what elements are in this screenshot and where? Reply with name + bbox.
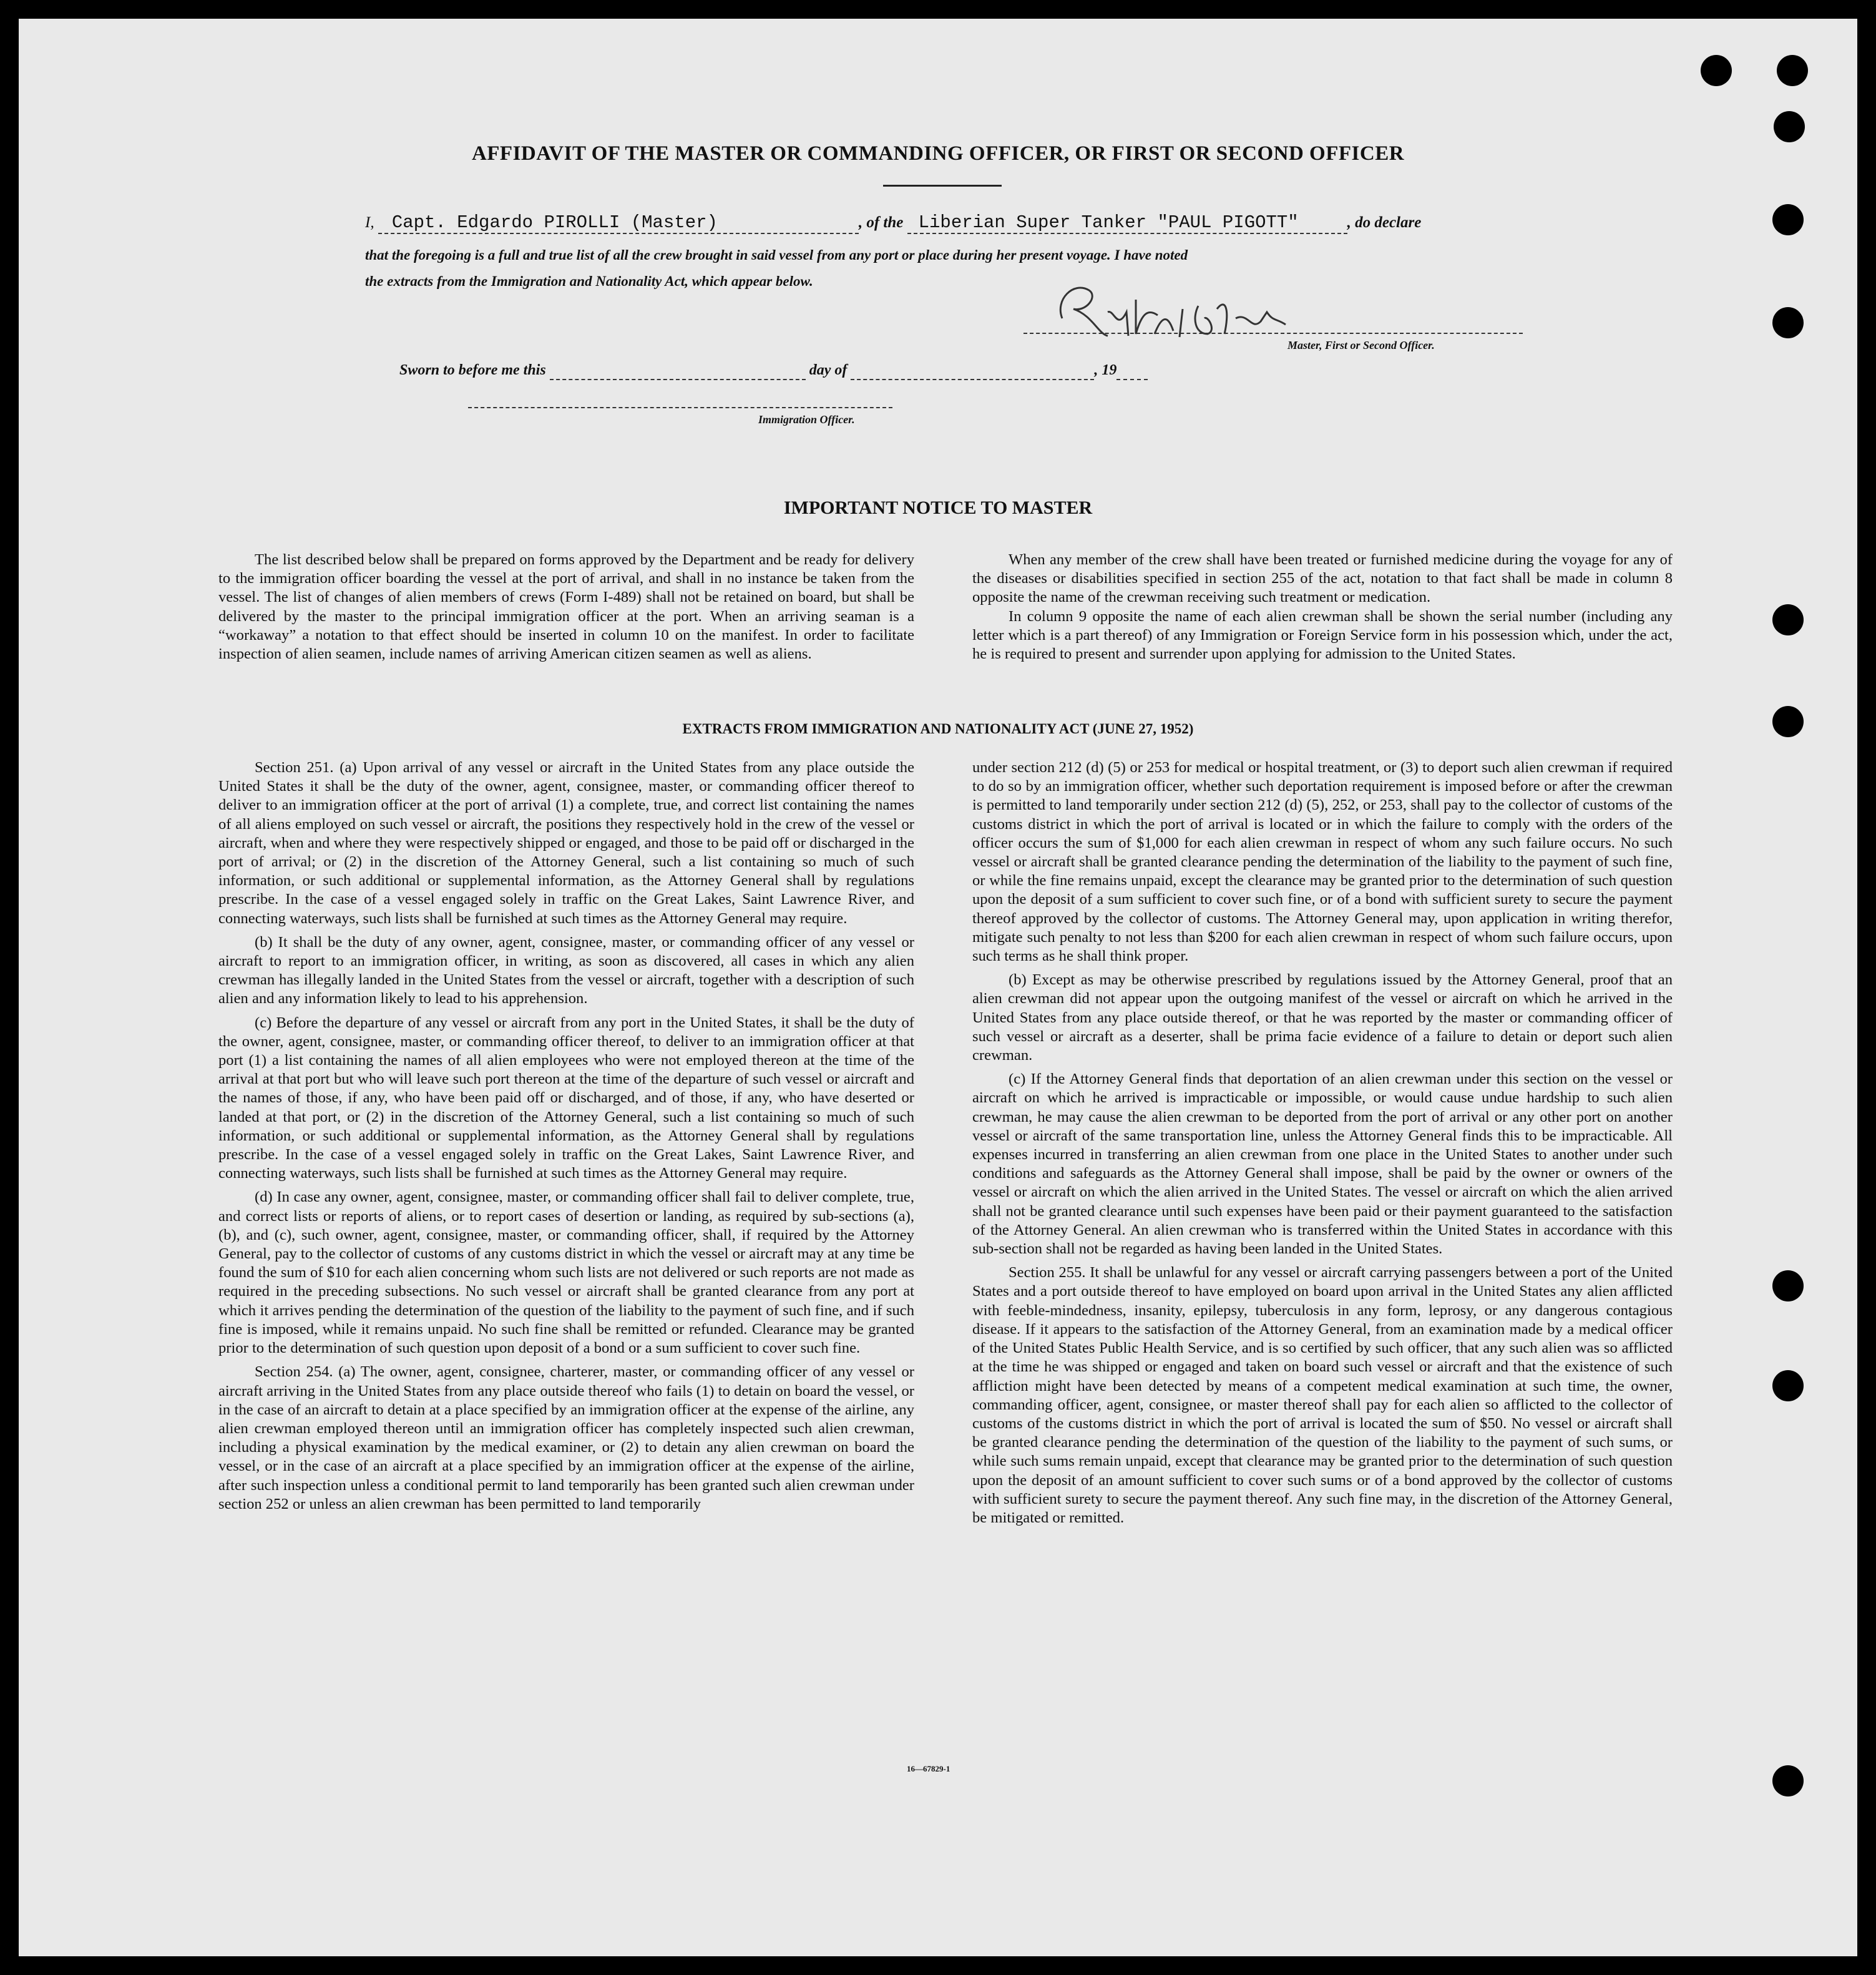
binder-hole xyxy=(1772,1370,1804,1401)
signature-line[interactable] xyxy=(1023,333,1523,334)
binder-hole xyxy=(1701,55,1732,86)
section-paragraph: (d) In case any owner, agent, consignee, master, or commanding officer shall fail to deliver complete, true, and correct lists or reports of aliens, or to report cases of desertion or landing, as required by sub-sections (a), (b), and (c), such owner, agent, consignee, master, or commanding officer, shall, if required by the Attorney General, pay to the collector of customs of any customs district in which the vessel or aircraft may at any time be found the sum of $10 for each alien concerning whom such lists are not delivered or such reports are not made as required in the preceding subsections. No such vessel or aircraft shall be granted clearance from any port at which it arrives pending the determination of the question of the liability to the payment of such fine, and if such fine is imposed, while it remains unpaid. No such fine shall be remitted or refunded. Clearance may be granted prior to the determination of such question upon deposit of a bond or a sum sufficient to cover such fine. xyxy=(218,1188,914,1357)
title-rule xyxy=(883,185,1002,187)
affidavit-title: AFFIDAVIT OF THE MASTER OR COMMANDING OFFICER, OR FIRST OR SECOND OFFICER xyxy=(471,142,1405,165)
do-declare-label: , do declare xyxy=(1347,214,1422,231)
binder-hole xyxy=(1772,1270,1804,1301)
section-paragraph: (b) Except as may be otherwise prescribed by regulations issued by the Attorney General, proof that an alien crewman did not appear upon the outgoing manifest of the vessel or aircraft on which he arrived in the United States from any place outside thereof, or that he was reported by the master or commanding officer of such vessel or aircraft as a deserter, shall be prima facie evidence of a failure to detain or deport such alien crewman. xyxy=(972,971,1673,1064)
extracts-title: EXTRACTS FROM IMMIGRATION AND NATIONALITY ACT (JUNE 27, 1952) xyxy=(682,721,1194,737)
section-paragraph: Section 251. (a) Upon arrival of any vessel or aircraft in the United States from any place outside the United States it shall be the duty of the owner, agent, consignee, master, or commanding officer thereof to deliver to an immigration officer at the port of arrival (1) a complete, true, and correct list containing the names of all aliens employed on such vessel or aircraft, the positions they respectively hold in the crew of the vessel or aircraft, when and where they were respectively shipped or engaged, and those to be paid off or discharged in the port of arrival; or (2) in the discretion of the Attorney General, such a list containing so much of such information, or such additional or supplemental information, as the Attorney General shall by regulations prescribe. In the case of a vessel engaged solely in traffic on the Great Lakes, Saint Lawrence River, and connecting waterways, such lists shall be furnished at such times as the Attorney General may require. xyxy=(218,759,914,927)
binder-hole xyxy=(1777,55,1808,86)
signature-label: Master, First or Second Officer. xyxy=(1287,339,1435,351)
name-field[interactable]: Capt. Edgardo PIROLLI (Master) xyxy=(378,212,859,234)
notice-right-paragraph-1: When any member of the crew shall have been treated or furnished medicine during the voyage for any of the diseases or disabilities specified in section 255 of the act, notation to that fact shall be made in column 8 opposite the name of the crewman receiving such treatment or medication. xyxy=(972,551,1673,606)
vessel-field[interactable]: Liberian Super Tanker "PAUL PIGOTT" xyxy=(907,212,1347,234)
sworn-label: Sworn to before me this xyxy=(399,362,546,378)
binder-hole xyxy=(1772,204,1804,235)
sworn-line xyxy=(399,362,1148,380)
binder-hole xyxy=(1772,307,1804,338)
notice-left-paragraph: The list described below shall be prepared on forms approved by the Department and be ready for delivery to the immigration officer boarding the vessel at the port of arrival, and shall in no instance be taken from the vessel. The list of changes of alien members of crews (Form I-489) shall not be retained on board, but shall be delivered by the master to the principal immigration officer at the port. When an arriving seaman is a “workaway” a notation to that effect should be inserted in column 10 on the manifest. In order to facilitate inspection of alien seamen, include names of arriving American citizen seamen as well as aliens. xyxy=(218,551,914,663)
sworn-year-field[interactable] xyxy=(1116,362,1148,380)
form-code: 16—67829-1 xyxy=(907,1764,950,1773)
extracts-right-column xyxy=(972,758,1673,1527)
binder-hole xyxy=(1772,604,1804,635)
extracts-left-column xyxy=(218,758,914,1514)
declaration-line-1 xyxy=(365,212,1421,234)
notice-right-paragraph-2: In column 9 opposite the name of each alien crewman shall be shown the serial number (including any letter which is a part thereof) of any Immigration or Foreign Service form in his possession which, under the act, he is required to present and surrender upon applying for admission to the United States. xyxy=(972,607,1673,663)
declaration-line-3: the extracts from the Immigration and Nationality Act, which appear below. xyxy=(365,273,813,289)
i-label: I, xyxy=(365,214,374,231)
section-paragraph: Section 255. It shall be unlawful for any vessel or aircraft carrying passengers between a port of the United States and a port outside thereof to have employed on board upon arrival in the United States any alien afflicted with feeble-mindedness, insanity, epilepsy, tuberculosis in any form, leprosy, or any dangerous contagious disease. If it appears to the satisfaction of the Attorney General, from an examination made by a medical officer of the United States Public Health Service, and is so certified by such officer, that any such alien was so afflicted at the time he was shipped or engaged and taken on board such vessel or aircraft and that the existence of such affliction might have been detected by means of a competent medical examination at such time, the owner, commanding officer, agent, consignee, or master thereof shall pay for each alien so afflicted to the collector of customs of the customs district in which the port of arrival is located the sum of $50. No vessel or aircraft shall be granted clearance pending the determination of the question of the liability to the payment of such sums, or while such sums remain unpaid, except that clearance may be granted prior to the determination of such question upon the deposit of an amount sufficient to cover such sums or of a bond approved by the collector of customs with sufficient surety to secure the payment thereof. Any such fine may, in the discretion of the Attorney General, be mitigated or remitted. xyxy=(972,1264,1673,1526)
immigration-officer-line[interactable] xyxy=(468,407,892,408)
sworn-month-field[interactable] xyxy=(851,362,1094,380)
section-paragraph: (c) If the Attorney General finds that deportation of an alien crewman under this section on the vessel or aircraft on which he arrived is impracticable or impossible, or would cause undue hardship to such alien crewman, he may cause the alien crewman to be deported from the port of arrival or any other port on another vessel or aircraft of the same transportation line, unless the Attorney General finds this to be impracticable. All expenses incurred in transferring an alien crewman from one place in the United States to another under such conditions and safeguards as the Attorney General shall impose, shall be paid by the owner or owners of the vessel or aircraft on which the alien arrived in the United States. The vessel or aircraft on which the alien arrived shall not be granted clearance until such expenses have been paid or their payment guaranteed to the satisfaction of the Attorney General. An alien crewman who is transferred within the United States in accordance with this sub-section shall not be regarded as having been landed in the United States. xyxy=(972,1071,1673,1258)
sworn-day-field[interactable] xyxy=(550,362,806,380)
year-prefix: , 19 xyxy=(1094,362,1117,378)
binder-hole xyxy=(1772,1765,1804,1796)
day-of-label: day of xyxy=(809,362,848,378)
notice-title: IMPORTANT NOTICE TO MASTER xyxy=(783,497,1093,518)
binder-hole xyxy=(1774,111,1805,142)
section-paragraph: under section 212 (d) (5) or 253 for medical or hospital treatment, or (3) to deport such alien crewman if required to do so by an immigration officer, whether such deportation requirement is imposed before or after the crewman is permitted to land temporarily under section 212 (d) (5), 252, or 253, shall pay to the collector of customs of the customs district in which the port of arrival is located or in which the failure to comply with the orders of the officer occurs the sum of $1,000 for each alien crewman in respect of whom any such failure occurs. No such vessel or aircraft shall be granted clearance pending the determination of the liability to the payment of such fine, or while the fine remains unpaid, except the clearance may be granted prior to the determination of such question upon the deposit of a sum sufficient to cover such fine, or of a bond with sufficient surety to secure the payment thereof approved by the collector of customs. The Attorney General may, upon application in writing therefor, mitigate such penalty to not less than $200 for each alien crewman in respect of whom such failure occurs, upon such terms as he shall think proper. xyxy=(972,759,1673,965)
notice-left-column xyxy=(218,551,914,664)
section-paragraph: (b) It shall be the duty of any owner, agent, consignee, master, or commanding officer of any vessel or aircraft to report to an immigration officer, in writing, as soon as discovered, all cases in which any alien crewman has illegally landed in the United States from the vessel or aircraft, together with a description of such alien and any information likely to lead to his apprehension. xyxy=(218,933,914,1007)
immigration-officer-label: Immigration Officer. xyxy=(758,413,855,426)
declaration-line-2: that the foregoing is a full and true list of all the crew brought in said vessel from any port or place during her present voyage. I have noted xyxy=(365,247,1188,263)
section-paragraph: Section 254. (a) The owner, agent, consignee, charterer, master, or commanding officer of any vessel or aircraft arriving in the United States from any place outside thereof who fails (1) to detain on board the vessel, or in the case of an aircraft to detain at a place specified by an immigration officer at the expense of the airline, any alien crewman employed thereon until an immigration officer has completely inspected such alien crewman, including a physical examination by the medical examiner, or (2) to detain any alien crewman on board the vessel, or in the case of an aircraft at a place specified by an immigration officer at the expense of the airline, after such inspection unless a conditional permit to land temporarily has been granted such alien crewman under section 252 or unless an alien crewman has been permitted to land temporarily xyxy=(218,1363,914,1512)
notice-right-column xyxy=(972,551,1673,664)
of-the-label: , of the xyxy=(858,214,904,231)
section-paragraph: (c) Before the departure of any vessel or aircraft from any port in the United States, it shall be the duty of the owner, agent, consignee, master, or commanding officer thereof, to deliver to an immigration officer at that port (1) a list containing the names of all alien employees who were not employed thereon at the time of the arrival at that port but who will leave such port thereon at the time of the departure of such vessel or aircraft and the names of those, if any, who have been paid off or discharged, and of those, if any, who have deserted or landed at that port, or (2) in the discretion of the Attorney General, such a list containing so much of such information, or such additional or supplemental information, as the Attorney General shall by regulations prescribe. In the case of a vessel engaged solely in traffic on the Great Lakes, Saint Lawrence River, and connecting waterways, such lists shall be furnished at such times as the Attorney General may require. xyxy=(218,1014,914,1182)
